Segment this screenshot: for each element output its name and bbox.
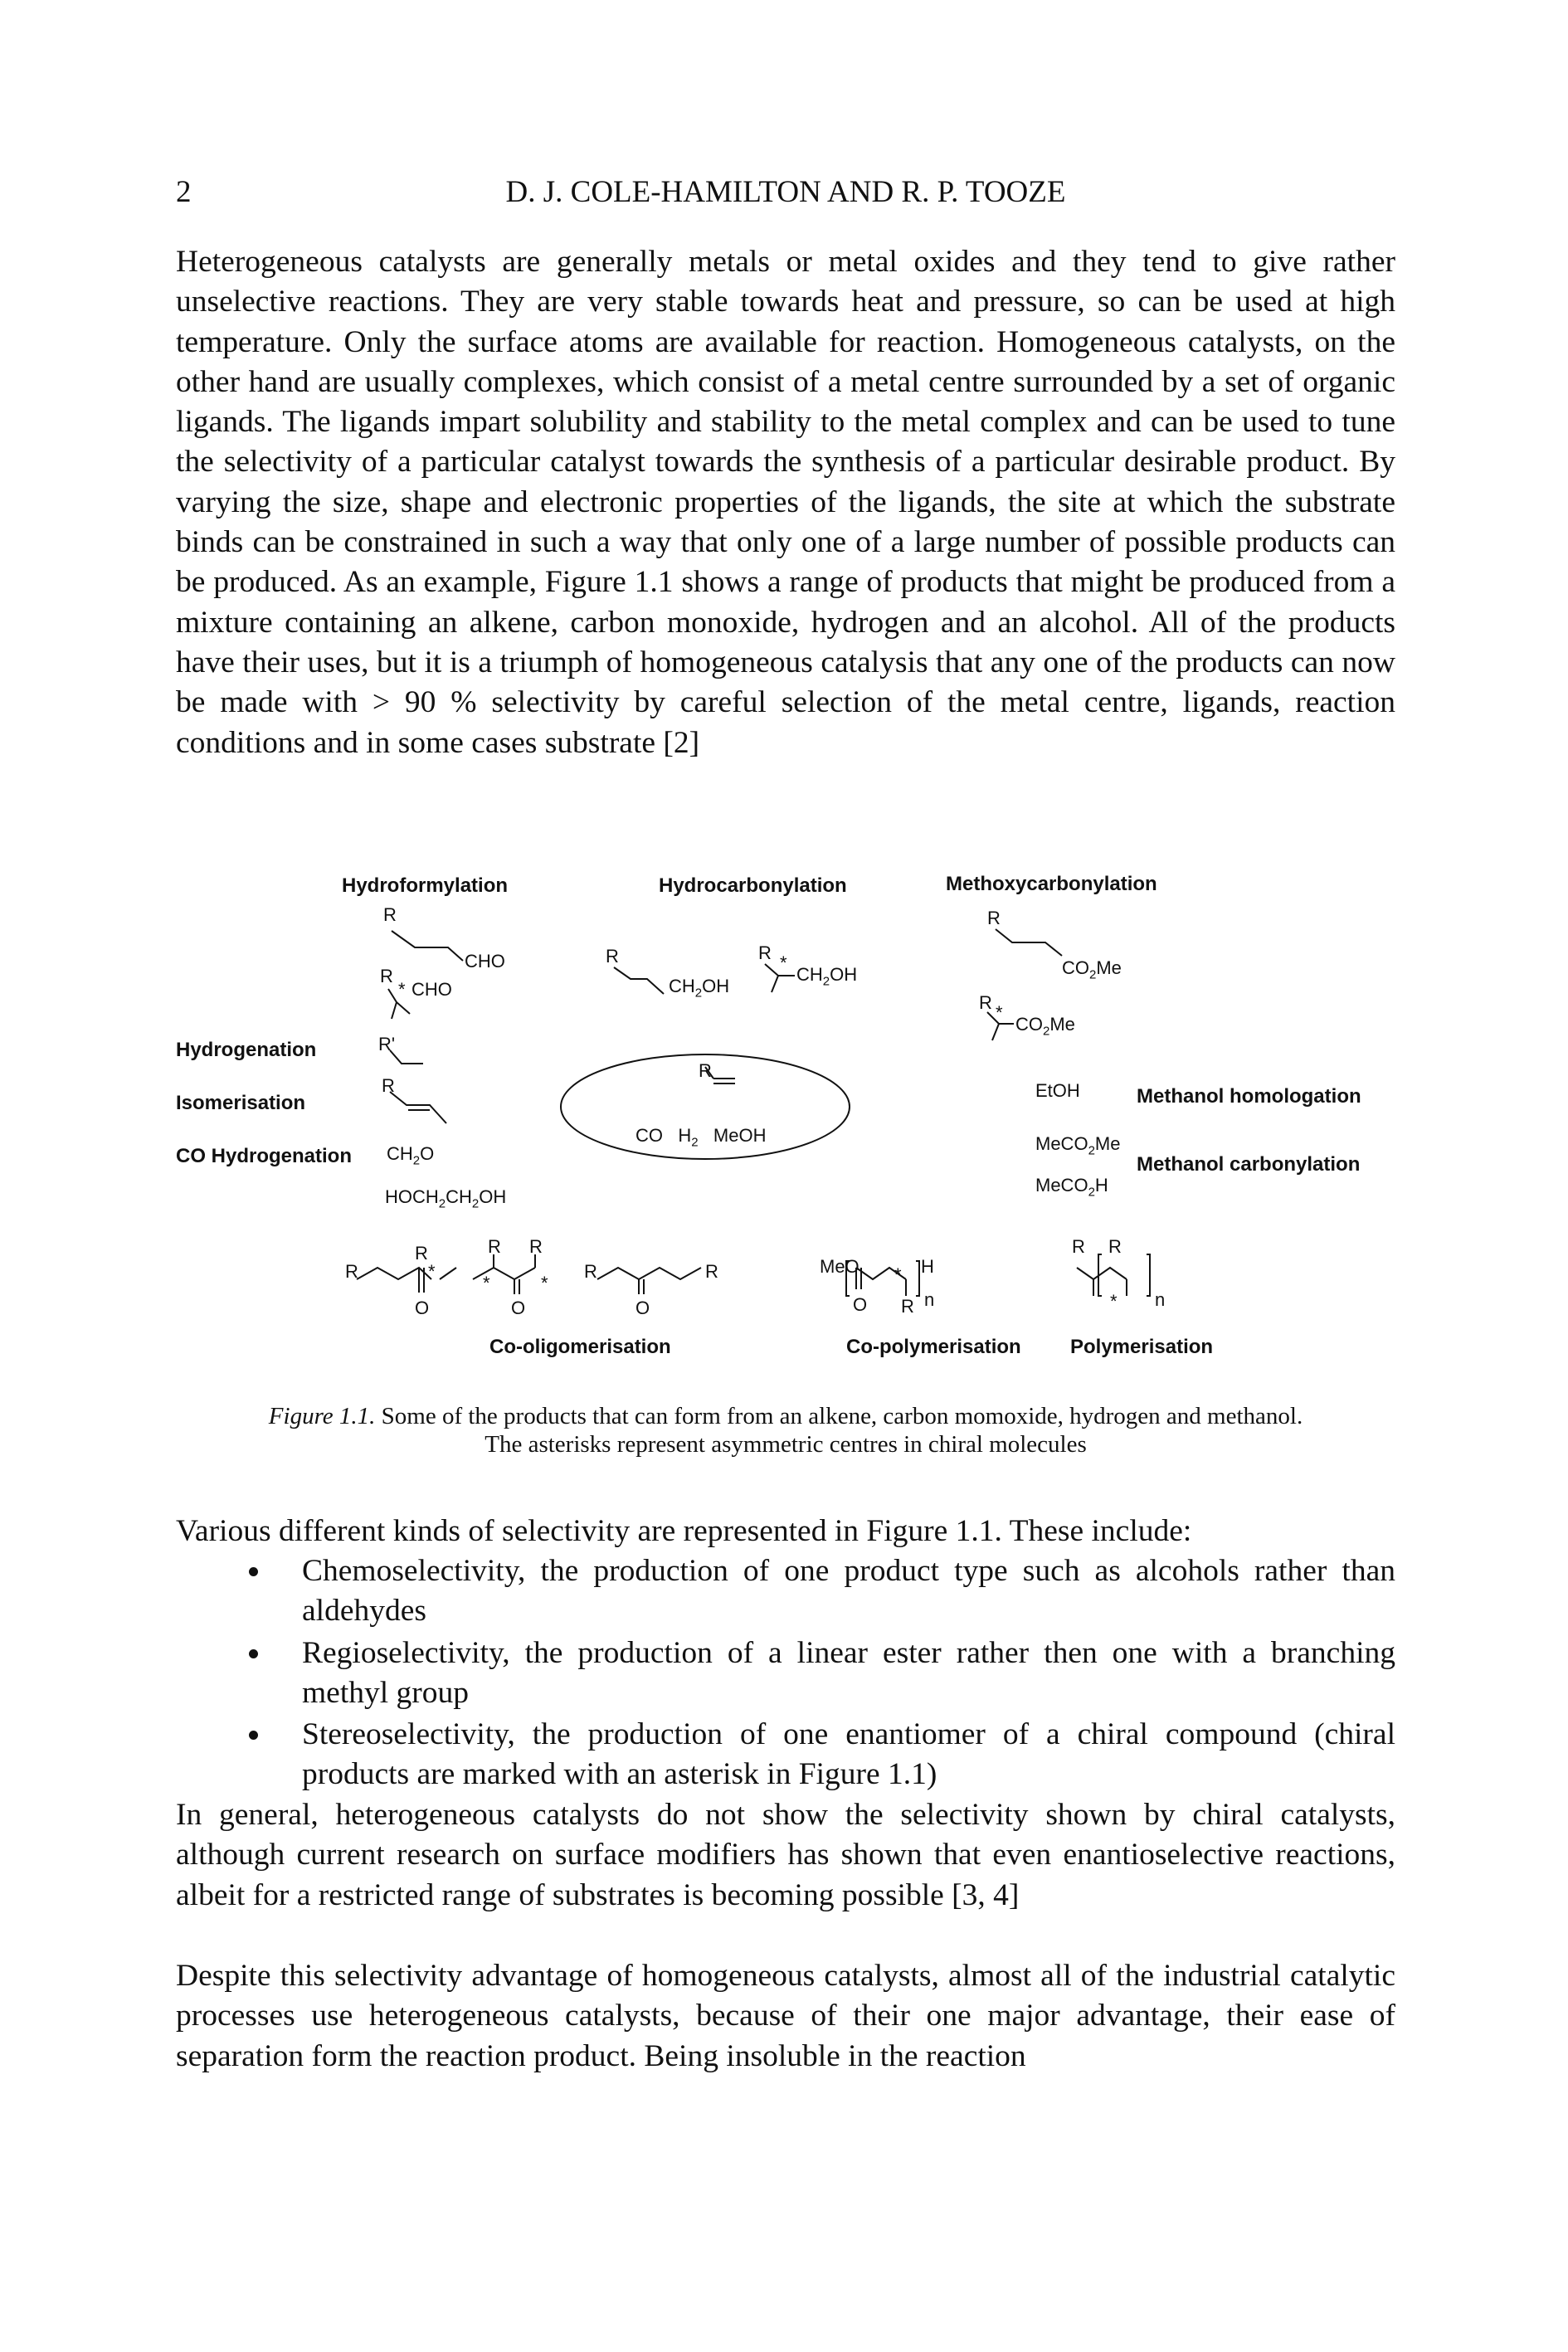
list-item (176, 1634, 1395, 1714)
list-item-text: Stereoselectivity, the production of one enantiomer of a chiral compound (chiral products are marked with an asterisk in Figure 1.1) (302, 1717, 1395, 1792)
oligomer-1-r-bond (440, 1268, 456, 1279)
etoh: EtOH (1035, 1080, 1080, 1101)
olig2-star2: * (541, 1273, 548, 1293)
polymer-bonds (1077, 1268, 1127, 1279)
body-paragraph-4: Despite this selectivity advantage of homogeneous catalysts, almost all of the industrial catalytic processes use heterogeneous catalysts, because of their one major advantage, their ease of separation form the reaction product. Being insoluble in the reaction (176, 1959, 1395, 2073)
label-methanol-carbonylation: Methanol carbonylation (1137, 1153, 1361, 1176)
olig3-o: O (635, 1298, 650, 1318)
hf-cho-branched: CHO (411, 979, 452, 1000)
oligomer-1-bonds (357, 1268, 431, 1279)
caption-line-2: The asterisks represent asymmetric centres in chiral molecules (485, 1431, 1087, 1458)
meco2h: MeCO$_2$H (1035, 1175, 1108, 1200)
olig1-r-top: R (415, 1243, 428, 1264)
page-header (176, 174, 1395, 216)
copoly-h: H (921, 1256, 934, 1277)
hc-r-linear: R (606, 946, 619, 967)
hf-r-linear: R (383, 904, 397, 925)
meco2me: MeCO$_2$Me (1035, 1133, 1121, 1158)
label-isomerisation: Isomerisation (176, 1092, 306, 1114)
label-co-hydrogenation: CO Hydrogenation (176, 1145, 353, 1167)
caption-text-1: Some of the products that can form from an alkene, carbon momoxide, hydrogen and methanol. (381, 1403, 1303, 1429)
label-methoxycarbonylation: Methoxycarbonylation (946, 873, 1157, 895)
methoxycarbonylation-methyl-bond (992, 1024, 999, 1040)
label-polymerisation: Polymerisation (1070, 1336, 1214, 1358)
body-paragraph-2: Various different kinds of selectivity are represented in Figure 1.1. These include: (176, 1514, 1192, 1548)
figure-caption (176, 1402, 1395, 1458)
hc-ch2oh-branched: $CH_2OH$ (796, 964, 858, 989)
alkene-r: R (699, 1060, 712, 1081)
copoly-r: R (901, 1296, 914, 1317)
body-paragraph-1: Heterogeneous catalysts are generally metals or metal oxides and they tend to give rather unselective reactions. They are very stable towards heat and pressure, so can be used at high temperature. Only the surface atoms are available for reaction. Homogeneous catalysts, on the other hand are usually complexes, which consist of a metal centre surrounded by a set of organic ligands. The ligands impart solubility and stability to the metal complex and can be used to tune the selectivity of a particular catalyst towards the synthesis of a particular desirable product. By varying the size, shape and electronic properties of the ligands, the site at which the substrate binds can be constrained in such a way that only one of a large number of possible products can be produced. As an example, Figure 1.1 shows a range of products that might be produced from a mixture containing an alkene, carbon monoxide, hydrogen and an alcohol. All of the products have their uses, but it is a triumph of homogeneous catalysis that any one of the products can now be made with > 90 % selectivity by careful selection of the metal centre, ligands, reaction conditions and in some cases substrate [2] (176, 245, 1395, 760)
bond-lines (357, 929, 1150, 1296)
poly-r2: R (1108, 1236, 1122, 1257)
hf-cho-linear: CHO (465, 951, 505, 971)
isomerisation-r: R (382, 1075, 395, 1096)
bullet-icon (249, 1567, 258, 1576)
bullet-icon (249, 1731, 258, 1740)
olig1-r: R (345, 1261, 358, 1282)
selectivity-list (176, 1551, 1395, 1797)
hc-star: * (780, 952, 787, 973)
poly-n: n (1155, 1289, 1166, 1310)
isomerisation-bonds (390, 1092, 446, 1123)
hc-r-branched: R (758, 942, 772, 963)
olig2-o: O (511, 1298, 526, 1318)
copoly-o: O (853, 1294, 868, 1315)
olig2-star1: * (483, 1273, 490, 1293)
olig3-r-right: R (705, 1261, 718, 1282)
mc-r-branched: R (979, 992, 992, 1013)
figure-1-1 (166, 871, 1410, 1385)
copoly-n: n (924, 1289, 935, 1310)
hydrogenation-r-prime: R' (378, 1034, 396, 1054)
hydrocarbonylation-linear-bonds (614, 967, 664, 994)
caption-label: Figure 1.1. (268, 1403, 376, 1429)
oligomer-3-bonds (597, 1268, 701, 1279)
mc-star: * (996, 1002, 1003, 1023)
co-hydrogenation-ch2o: $CH_2O$ (387, 1143, 435, 1168)
bullet-icon (249, 1649, 258, 1658)
poly-star: * (1110, 1291, 1118, 1312)
mc-r-linear: R (987, 908, 1001, 928)
poly-r1: R (1072, 1236, 1085, 1257)
hydrocarbonylation-methyl-bond (772, 976, 778, 992)
mc-co2me-linear: $CO_2Me$ (1062, 957, 1122, 982)
co-hydrogenation-glycol: $HOCH_2CH_2OH$ (385, 1186, 507, 1211)
label-hydroformylation: Hydroformylation (342, 874, 509, 897)
reagents: CO $H_2$ MeOH (635, 1125, 767, 1150)
olig1-star: * (428, 1261, 436, 1282)
copolymer-bracket-right (916, 1261, 919, 1296)
caption-line-1 (176, 1402, 1395, 1430)
running-head: D. J. COLE-HAMILTON AND R. P. TOOZE (505, 175, 1066, 209)
olig3-r-left: R (584, 1261, 597, 1282)
copoly-meo: MeO (820, 1256, 859, 1277)
label-co-oligomerisation: Co-oligomerisation (489, 1336, 671, 1358)
olig2-r2: R (529, 1236, 543, 1257)
page-number: 2 (176, 175, 192, 209)
body-paragraph-3: In general, heterogeneous catalysts do not show the selectivity shown by chiral catalysts, although current research on surface modifiers has shown that even enantioselective reactions, albeit for a restricted range of substrates is becoming possible [3, 4] (176, 1798, 1395, 1912)
hf-r-branched: R (380, 966, 393, 986)
branched-methyl-bond (392, 1002, 397, 1019)
label-co-polymerisation: Co-polymerisation (846, 1336, 1021, 1358)
hydroformylation-linear-bonds (392, 931, 463, 961)
mc-co2me-branched: $CO_2Me$ (1015, 1014, 1075, 1039)
figure-structures (166, 871, 1410, 1385)
hf-star: * (398, 979, 406, 1000)
label-hydrocarbonylation: Hydrocarbonylation (659, 874, 847, 897)
methoxycarbonylation-linear-bonds (996, 929, 1062, 956)
olig1-o: O (415, 1298, 430, 1318)
copoly-star: * (894, 1264, 902, 1285)
olig2-r1: R (488, 1236, 501, 1257)
list-item (176, 1715, 1395, 1795)
list-item (176, 1551, 1395, 1632)
list-item-text: Chemoselectivity, the production of one product type such as alcohols rather than aldehydes (302, 1554, 1395, 1629)
hc-ch2oh-linear: $CH_2OH$ (669, 976, 730, 1001)
label-hydrogenation: Hydrogenation (176, 1039, 317, 1061)
polymer-bracket-right (1147, 1254, 1150, 1296)
label-methanol-homologation: Methanol homologation (1137, 1085, 1361, 1108)
list-item-text: Regioselectivity, the production of a linear ester rather then one with a branching methyl group (302, 1635, 1395, 1710)
